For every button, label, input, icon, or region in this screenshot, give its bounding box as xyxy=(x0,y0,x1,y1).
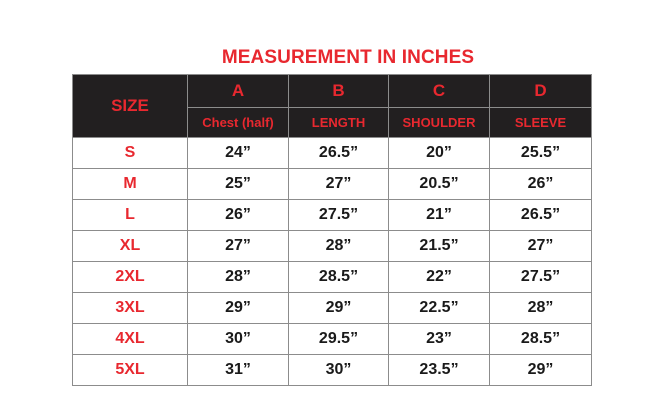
size-cell: 5XL xyxy=(73,355,188,386)
column-letter-b: B xyxy=(289,75,389,108)
chest-cell: 27” xyxy=(188,231,289,262)
sleeve-cell: 27” xyxy=(490,231,592,262)
length-cell: 30” xyxy=(289,355,389,386)
table-header xyxy=(73,75,592,138)
sleeve-cell: 28.5” xyxy=(490,324,592,355)
size-cell: XL xyxy=(73,231,188,262)
chart-title: MEASUREMENT IN INCHES xyxy=(221,47,475,68)
chest-cell: 31” xyxy=(188,355,289,386)
sleeve-cell: 28” xyxy=(490,293,592,324)
sleeve-cell: 25.5” xyxy=(490,138,592,169)
sleeve-cell: 26” xyxy=(490,169,592,200)
shoulder-cell: 22” xyxy=(389,262,490,293)
column-name-chest: Chest (half) xyxy=(188,108,289,138)
length-cell: 26.5” xyxy=(289,138,389,169)
length-cell: 28.5” xyxy=(289,262,389,293)
shoulder-cell: 22.5” xyxy=(389,293,490,324)
length-cell: 28” xyxy=(289,231,389,262)
table-row xyxy=(73,200,592,231)
column-letter-c: C xyxy=(389,75,490,108)
table-row xyxy=(73,169,592,200)
chest-cell: 25” xyxy=(188,169,289,200)
size-chart-table xyxy=(72,74,592,386)
sleeve-cell: 27.5” xyxy=(490,262,592,293)
column-name-length: LENGTH xyxy=(289,108,389,138)
size-column-header: SIZE xyxy=(73,75,188,138)
shoulder-cell: 23” xyxy=(389,324,490,355)
size-cell: 2XL xyxy=(73,262,188,293)
sleeve-cell: 26.5” xyxy=(490,200,592,231)
shoulder-cell: 20.5” xyxy=(389,169,490,200)
chest-cell: 24” xyxy=(188,138,289,169)
column-name-shoulder: SHOULDER xyxy=(389,108,490,138)
shoulder-cell: 20” xyxy=(389,138,490,169)
shoulder-cell: 21” xyxy=(389,200,490,231)
chest-cell: 29” xyxy=(188,293,289,324)
size-cell: 4XL xyxy=(73,324,188,355)
table-row xyxy=(73,231,592,262)
size-cell: M xyxy=(73,169,188,200)
chest-cell: 30” xyxy=(188,324,289,355)
table-row xyxy=(73,138,592,169)
shoulder-cell: 21.5” xyxy=(389,231,490,262)
size-cell: L xyxy=(73,200,188,231)
table-body xyxy=(73,138,592,386)
length-cell: 27” xyxy=(289,169,389,200)
table-row xyxy=(73,355,592,386)
length-cell: 29” xyxy=(289,293,389,324)
size-cell: 3XL xyxy=(73,293,188,324)
column-letter-d: D xyxy=(490,75,592,108)
table-row xyxy=(73,262,592,293)
length-cell: 29.5” xyxy=(289,324,389,355)
table-row xyxy=(73,324,592,355)
length-cell: 27.5” xyxy=(289,200,389,231)
column-name-sleeve: SLEEVE xyxy=(490,108,592,138)
table-row xyxy=(73,293,592,324)
chest-cell: 26” xyxy=(188,200,289,231)
column-letter-a: A xyxy=(188,75,289,108)
size-cell: S xyxy=(73,138,188,169)
header-letter-row xyxy=(73,75,592,108)
chest-cell: 28” xyxy=(188,262,289,293)
shoulder-cell: 23.5” xyxy=(389,355,490,386)
sleeve-cell: 29” xyxy=(490,355,592,386)
